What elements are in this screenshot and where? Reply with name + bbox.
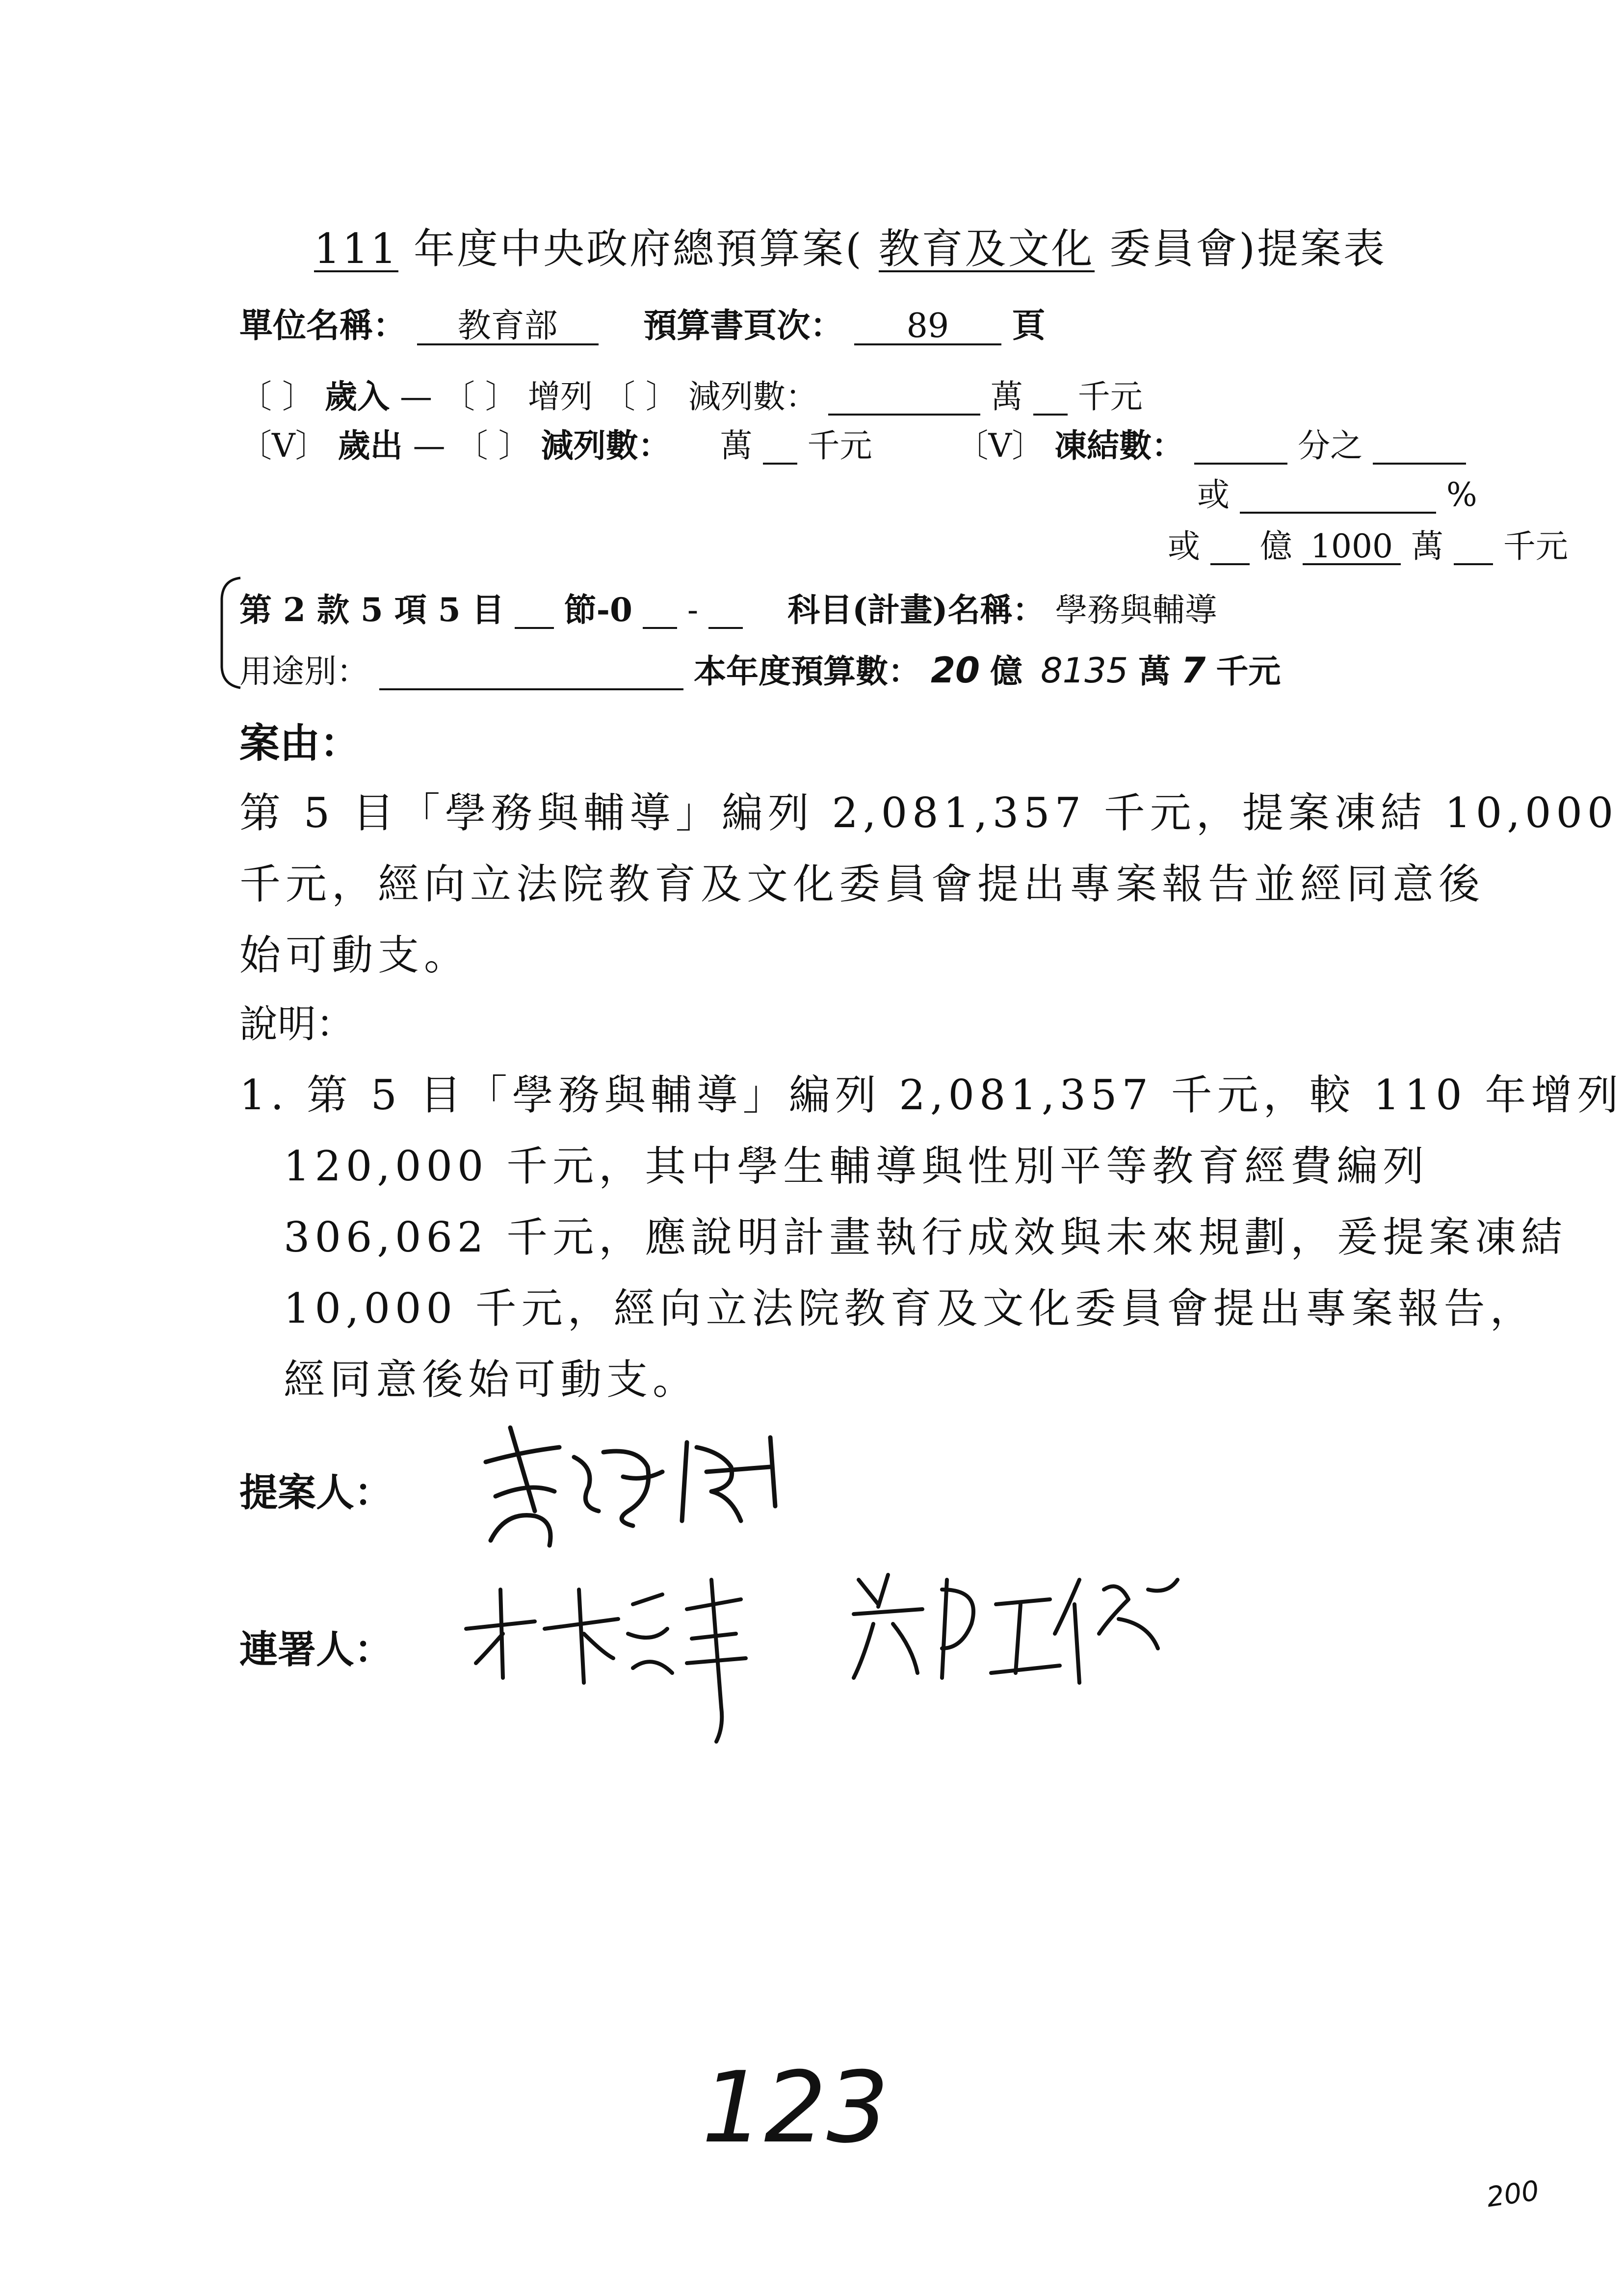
corner-note: 200 [1484, 2174, 1541, 2214]
freeze-yi-blank [1210, 529, 1250, 565]
freeze-blank-a [1194, 429, 1287, 465]
freeze-box: 〔V〕 [956, 427, 1045, 465]
freeze-or2: 或 [1168, 527, 1200, 565]
explanation-line-5: 經同意後始可動支。 [284, 1356, 699, 1404]
revenue-dash: — [399, 378, 432, 416]
freeze-percent-blank [1240, 478, 1436, 514]
revenue-wan: 萬 [990, 378, 1023, 416]
cosigners-label: 連署人： [239, 1627, 393, 1672]
freeze-wan-value: 1000 [1303, 529, 1401, 565]
revenue-box3: 〔 〕 [602, 378, 678, 416]
revenue-blank [828, 380, 980, 416]
item-blank-a [515, 593, 554, 629]
budget-yi-value: 20 [930, 650, 980, 691]
revenue-blank2 [1033, 380, 1068, 416]
unit-label: 單位名稱： [239, 306, 407, 345]
budget-yi: 億 [990, 652, 1023, 690]
budget-wan: 萬 [1138, 652, 1171, 690]
revenue-box2: 〔 〕 [442, 378, 518, 416]
explanation-line-4: 10,000 千元，經向立法院教育及文化委員會提出專案報告， [284, 1284, 1536, 1332]
form-title [314, 216, 1387, 275]
expense-label: 歲出 [338, 426, 403, 465]
revenue-qian: 千元 [1077, 378, 1143, 416]
budget-qian: 千元 [1216, 652, 1281, 690]
reason-line-1: 第 5 目「學務與輔導」編列 2,081,357 千元，提案凍結 10,000 [239, 789, 1619, 837]
page-suffix: 頁 [1012, 306, 1046, 345]
item-text-a: 第 2 款 5 項 5 目 [239, 591, 504, 629]
freeze-blank-b [1373, 429, 1466, 465]
item-dash: - [687, 591, 699, 629]
freeze-percent: % [1446, 476, 1477, 514]
subject-label: 科目(計畫)名稱： [787, 591, 1045, 629]
expense-blank [763, 429, 797, 465]
usage-blank [379, 654, 683, 690]
reason-line-3: 始可動支。 [239, 931, 471, 979]
item-row [239, 584, 1217, 630]
freeze-amount-row [1168, 520, 1568, 567]
reason-line-2: 千元，經向立法院教育及文化委員會提出專案報告並經同意後 [239, 860, 1485, 908]
expense-dash: — [413, 427, 445, 465]
proposer-label: 提案人： [239, 1470, 393, 1515]
title-text-b: 委員會)提案表 [1109, 225, 1387, 273]
freeze-fen-zhi: 分之 [1298, 427, 1363, 465]
freeze-percent-row [1197, 469, 1477, 515]
explanation-line-2: 120,000 千元，其中學生輔導與性別平等教育經費編列 [284, 1142, 1429, 1190]
freeze-label: 凍結數： [1054, 426, 1184, 465]
revenue-increase: 增列 [527, 378, 593, 416]
item-blank-b [643, 593, 677, 629]
freeze-wan: 萬 [1411, 527, 1443, 565]
title-year: 111 [314, 225, 399, 273]
budget-label: 本年度預算數： [693, 652, 920, 690]
revenue-label: 歲入 [324, 377, 390, 416]
proposer-signature [476, 1398, 819, 1560]
expense-row [239, 419, 1466, 466]
cosigner-signature-2 [844, 1560, 1197, 1697]
usage-label: 用途別： [239, 652, 369, 690]
freeze-qian-blank [1454, 529, 1493, 565]
unit-row [239, 299, 1046, 347]
expense-qian: 千元 [807, 427, 872, 465]
explanation-line-1: 1. 第 5 目「學務與輔導」編列 2,081,357 千元，較 110 年增列 [239, 1071, 1624, 1119]
revenue-decrease: 減列數： [688, 378, 818, 416]
expense-box2: 〔 〕 [455, 427, 531, 465]
unit-value: 教育部 [417, 309, 599, 345]
subject-value: 學務與輔導 [1055, 591, 1217, 629]
explanation-heading: 說明： [239, 1002, 355, 1046]
expense-wan: 萬 [720, 427, 753, 465]
reason-heading: 案由： [239, 720, 361, 767]
budget-wan-value: 8135 [1041, 651, 1128, 691]
title-text-a: 年度中央政府總預算案( [414, 225, 864, 273]
item-jie: 節-0 [564, 591, 632, 629]
explanation-line-3: 306,062 千元，應說明計畫執行成效與未來規劃，爰提案凍結 [284, 1213, 1568, 1261]
revenue-box: 〔 〕 [239, 378, 314, 416]
cosigner-signature-1 [456, 1560, 800, 1756]
title-committee: 教育及文化 [878, 225, 1095, 273]
item-blank-c [708, 593, 743, 629]
page-number: 123 [702, 2051, 889, 2165]
expense-decrease: 減列數： [541, 426, 671, 465]
freeze-yi: 億 [1259, 527, 1292, 565]
budget-qian-value: 7 [1181, 650, 1206, 691]
revenue-row [239, 370, 1143, 417]
expense-box: 〔V〕 [239, 427, 328, 465]
freeze-qian: 千元 [1503, 527, 1568, 565]
page-label: 預算書頁次： [643, 306, 844, 345]
page-value: 89 [854, 309, 1001, 345]
usage-row [239, 645, 1281, 692]
freeze-or1: 或 [1197, 476, 1230, 514]
